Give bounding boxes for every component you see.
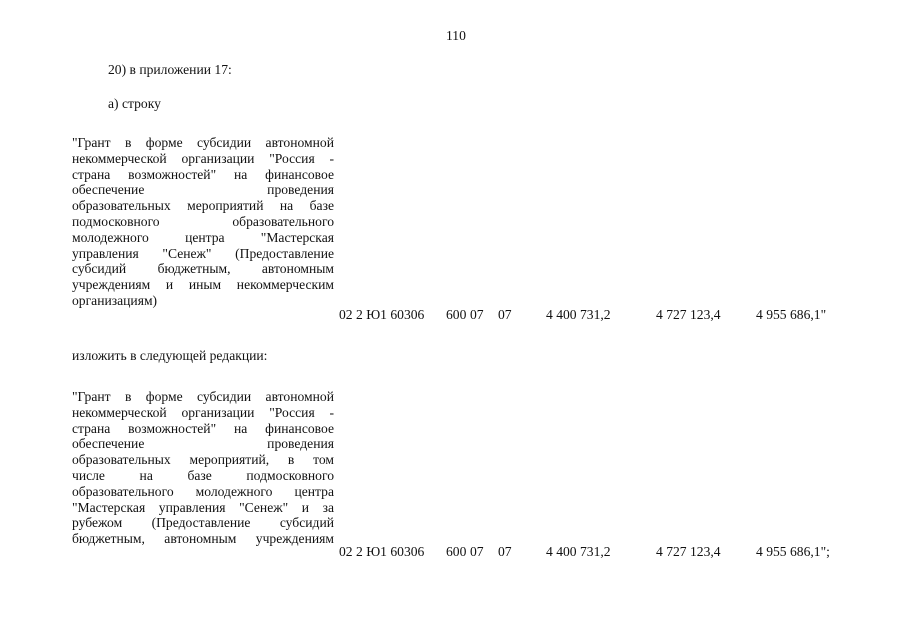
page-number: 110 xyxy=(446,28,466,43)
text-line: субсидий бюджетным, автономным xyxy=(72,261,334,277)
text-line: обеспечение проведения xyxy=(72,182,334,198)
replace-instruction: изложить в следующей редакции: xyxy=(72,348,268,363)
text-line: "Грант в форме субсидии автономной xyxy=(72,135,334,150)
text-line: учреждениям и иным некоммерческим xyxy=(72,277,334,293)
new-row-rz: 07 xyxy=(470,544,484,559)
text-line: некоммерческой организации "Россия - xyxy=(72,150,334,166)
text-line: страна возможностей" на финансовое xyxy=(72,420,334,436)
text-line: подмосковного образовательного xyxy=(72,213,334,229)
old-row-value-2: 4 727 123,4 xyxy=(656,307,721,322)
text-line: образовательных мероприятий, в том xyxy=(72,452,334,468)
text-line: организациям) xyxy=(72,292,158,308)
old-row-value-3: 4 955 686,1" xyxy=(756,307,827,322)
new-row-pr: 07 xyxy=(498,544,512,559)
text-line: "Грант в форме субсидии автономной xyxy=(72,389,334,404)
text-line: бюджетным, автономным учреждениям xyxy=(72,531,334,547)
old-row-rz: 07 xyxy=(470,307,484,322)
text-line: молодежного центра "Мастерская xyxy=(72,229,334,245)
text-line: управления "Сенеж" (Предоставление xyxy=(72,245,334,261)
text-line: "Мастерская управления "Сенеж" и за xyxy=(72,499,334,515)
new-row-code: 02 2 Ю1 60306 xyxy=(339,544,425,559)
old-row-value-1: 4 400 731,2 xyxy=(546,307,611,322)
new-row-value-3: 4 955 686,1"; xyxy=(756,544,830,559)
old-row-code: 02 2 Ю1 60306 xyxy=(339,307,425,322)
text-line: некоммерческой организации "Россия - xyxy=(72,404,334,420)
item-heading: 20) в приложении 17: xyxy=(108,62,232,77)
subitem-heading: а) строку xyxy=(108,96,161,111)
new-row-value-1: 4 400 731,2 xyxy=(546,544,611,559)
text-line: образовательного молодежного центра xyxy=(72,483,334,499)
text-line: обеспечение проведения xyxy=(72,436,334,452)
text-line: страна возможностей" на финансовое xyxy=(72,166,334,182)
old-row-name xyxy=(72,135,334,309)
old-row-pr: 07 xyxy=(498,307,512,322)
text-line: рубежом (Предоставление субсидий xyxy=(72,515,334,531)
new-row-name xyxy=(72,389,334,547)
text-line: образовательных мероприятий на базе xyxy=(72,198,334,214)
new-row-vr: 600 xyxy=(446,544,467,559)
old-row-vr: 600 xyxy=(446,307,467,322)
text-line: числе на базе подмосковного xyxy=(72,467,334,483)
new-row-value-2: 4 727 123,4 xyxy=(656,544,721,559)
